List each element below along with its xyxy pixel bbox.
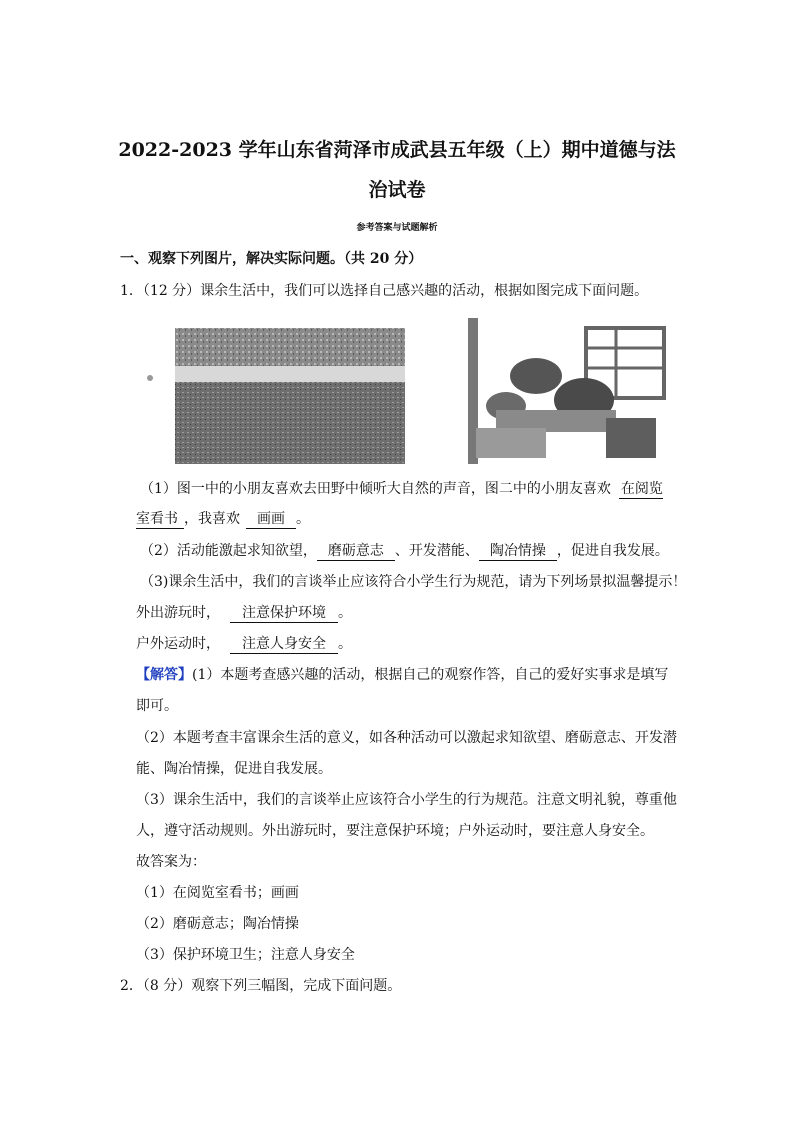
question-2-stem: 2．（8 分）观察下列三幅图，完成下面问题。 <box>120 978 402 994</box>
answer-blank: 室看书 <box>136 510 184 529</box>
answer-explanation-2: （2）本题考查丰富课余生活的意义，如各种活动可以激起求知欲望、磨砺意志、开发潜 <box>136 730 677 746</box>
question-1-part-1-cont: 室看书 ，我喜欢 画画 。 <box>136 511 310 527</box>
answer-blank: 注意保护环境 <box>230 604 338 623</box>
tip-outing: 外出游玩时， 注意保护环境 。 <box>136 605 352 621</box>
final-answer-1: （1）在阅览室看书；画画 <box>136 885 299 901</box>
reading-room-photo <box>466 318 670 464</box>
question-1-part-2: （2）活动能激起求知欲望， 磨砺意志 、开发潜能、 陶冶情操 ，促进自我发展。 <box>140 543 669 559</box>
answer-explanation-2-cont: 能、陶冶情操，促进自我发展。 <box>136 761 332 777</box>
answer-explanation-1: 【解答】(1）本题考查感兴趣的活动，根据自己的观察作答，自己的爱好实事求是填写 <box>136 667 669 683</box>
subtitle: 参考答案与试题解析 <box>356 223 438 233</box>
answer-explanation-1-cont: 即可。 <box>136 698 178 714</box>
question-1-part-3: （3)课余生活中，我们的言谈举止应该符合小学生行为规范，请为下列场景拟温馨提示！ <box>140 574 687 590</box>
answer-blank: 画画 <box>246 510 296 529</box>
page-title-continued: 治试卷 <box>368 179 426 201</box>
question-1-part-1: （1）图一中的小朋友喜欢去田野中倾听大自然的声音，图二中的小朋友喜欢 在阅览 <box>140 481 663 497</box>
answer-blank: 陶冶情操 <box>479 542 557 561</box>
answer-blank: 磨砺意志 <box>317 542 395 561</box>
answer-explanation-3-cont: 人，遵守活动规则。外出游玩时，要注意保护环境；户外运动时，要注意人身安全。 <box>136 823 654 839</box>
tip-sports: 户外运动时， 注意人身安全 。 <box>136 636 352 652</box>
section-heading: 一、观察下列图片，解决实际问题。（共 20 分） <box>120 251 423 267</box>
page-title: 2022-2023 学年山东省菏泽市成武县五年级（上）期中道德与法 <box>118 139 676 161</box>
answer-tag: 【解答】 <box>136 667 192 683</box>
answer-blank: 在阅览 <box>620 481 663 497</box>
final-answer-label: 故答案为： <box>136 854 206 870</box>
final-answer-3: （3）保护环境卫生；注意人身安全 <box>136 947 355 963</box>
field-photo <box>145 326 420 464</box>
final-answer-2: （2）磨砺意志；陶冶情操 <box>136 916 299 932</box>
question-1-stem: 1．（12 分）课余生活中，我们可以选择自己感兴趣的活动，根据如图完成下面问题。 <box>120 283 649 299</box>
answer-explanation-3: （3）课余生活中，我们的言谈举止应该符合小学生的行为规范。注意文明礼貌，尊重他 <box>136 792 677 808</box>
answer-blank: 注意人身安全 <box>230 635 338 654</box>
